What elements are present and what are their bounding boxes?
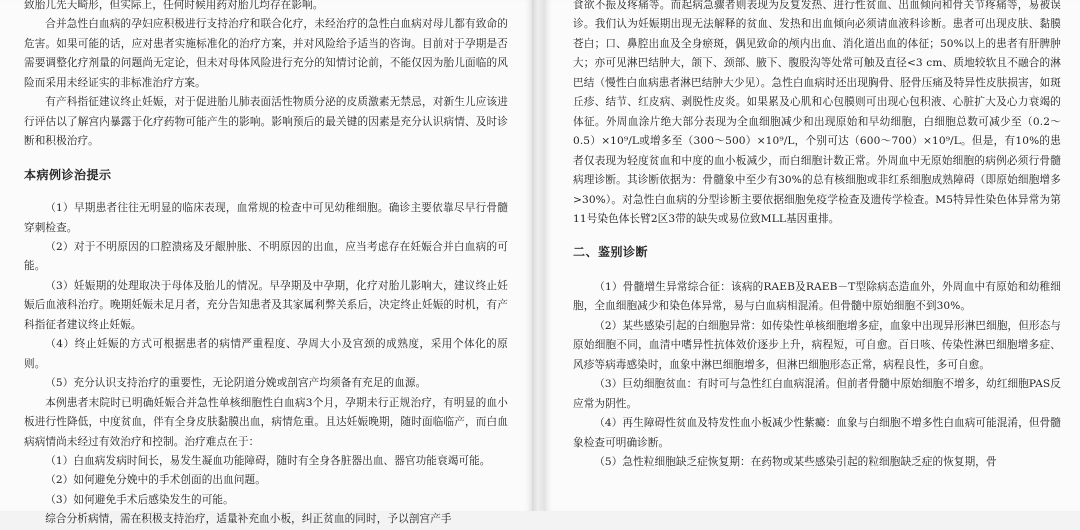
right-top-paragraphs bbox=[573, 0, 1061, 229]
body-paragraph: （2）某些感染引起的白细胞异常：如传染性单核细胞增多症，血象中出现异形淋巴细胞，但形态与原始细胞不同，血清中嗜异性抗体效价逐步上升，病程短，可自愈。百日咳、传染性淋巴细胞增多症、风疹等病毒感染时，血象中淋巴细胞增多，但淋巴细胞形态正常，病程良性，多可自愈。 bbox=[573, 319, 1061, 371]
right-bottom-paragraphs bbox=[573, 278, 1061, 473]
body-paragraph: 食欲不振及疼痛等。而起病急骤者则表现为反复发热、进行性贫血、出血倾向和骨关节疼痛等，易被误诊。我们认为妊娠期出现无法解释的贫血、发热和出血倾向必须请血液科诊断。患者可出现皮肤、黏膜苍白；口、鼻腔出血及全身瘀斑，偶见致命的颅内出血、消化道出血的体征；50%以上的患者有肝脾肿大；亦可见淋巴结肿大，颌下、颈部、腋下、腹股沟等处常可触及直径<3 cm、质地较软且不融合的淋巴结（慢性白血病患者淋巴结肿大少见）。急性白血病时还出现胸骨、胫骨压痛及特异性皮肤损害，如斑丘疹、结节、红皮病、剥脱性皮炎。如果累及心肌和心包膜则可出现心包积液、心脏扩大及心力衰竭的体征。外周血涂片绝大部分表现为全血细胞减少和出现原始和早幼细胞，白细胞总数可减少至（0.2～0.5）×10⁹/L或增多至（300～500）×10⁹/L，个别可达（600～700）×10⁹/L。但是，有10%的患者仅表现为轻度贫血和中度的血小板减少，而白细胞计数正常。外周血中无原始细胞的病例必须行骨髓病理诊断。其诊断依据为：骨髓象中至少有30%的总有核细胞或非红系细胞成熟障碍（即原始细胞增多>30%）。对急性白血病的分型诊断主要依据细胞免疫学检查及遗传学检查。M5特异性染色体异常为第11号染色体长臂2区3带的缺失或易位致MLL基因重排。 bbox=[573, 0, 1061, 225]
body-paragraph: 合并急性白血病的孕妇应积极进行支持治疗和联合化疗，未经治疗的急性白血病对母儿都有致命的危害。如果可能的话，应对患者实施标准化的治疗方案，并对风险给予适当的咨询。目前对于孕期是否需要调整化疗剂量的问题尚无定论，但未对母体风险进行充分的知情讨论前，不能仅因为胎儿面临的风险而采用未经证实的非标准治疗方案。 bbox=[24, 18, 508, 89]
right-page bbox=[545, 0, 1080, 511]
body-paragraph: （5）急性粒细胞缺乏症恢复期：在药物或某些感染引起的粒细胞缺乏症的恢复期，骨 bbox=[594, 455, 997, 468]
book-gutter bbox=[532, 0, 545, 511]
body-paragraph: 有产科指征建议终止妊娠，对于促进胎儿肺表面活性物质分泌的皮质激素无禁忌，对新生儿应该进行评估以了解宫内暴露于化疗药物可能产生的影响。影响预后的最关键的因素是充分认识病情、及时诊断和积极治疗。 bbox=[24, 96, 508, 148]
body-paragraph: 综合分析病情，需在积极支持治疗，适量补充血小板，纠正贫血的同时，予以剖宫产手 bbox=[45, 513, 452, 526]
right-section-title: 二、鉴别诊断 bbox=[573, 245, 649, 260]
left-bottom-paragraphs bbox=[24, 199, 508, 530]
body-paragraph: （3）如何避免手术后感染发生的可能。 bbox=[45, 493, 234, 506]
body-paragraph: （3）巨幼细胞贫血：有时可与急性红白血病混淆。但前者骨髓中原始细胞不增多，幼红细胞PAS反应常为阴性。 bbox=[573, 378, 1061, 410]
body-paragraph: 致胎儿先天畸形，但实际上，任何时候用药对胎儿均存在影响。 bbox=[24, 0, 324, 11]
body-paragraph: （4）再生障碍性贫血及特发性血小板减少性紫癜：血象与白细胞不增多性白血病可能混淆，但骨髓象检查可明确诊断。 bbox=[573, 417, 1061, 449]
body-paragraph: （2）对于不明原因的口腔溃疡及牙龈肿胀、不明原因的出血，应当考虑存在妊娠合并白血病的可能。 bbox=[24, 240, 508, 273]
body-paragraph: （5）充分认识支持治疗的重要性，无论阴道分娩或剖宫产均须备有充足的血源。 bbox=[45, 377, 427, 390]
left-page-content bbox=[24, 0, 508, 530]
body-paragraph: （3）妊娠期的处理取决于母体及胎儿的情况。早孕期及中孕期，化疗对胎儿影响大，建议终止妊娠后血液科治疗。晚期妊娠未足月者，充分告知患者及其家属利弊关系后，决定终止妊娠的时机，有产科指征者建议终止妊娠。 bbox=[24, 279, 508, 331]
body-paragraph: （2）如何避免分娩中的手术创面的出血问题。 bbox=[45, 474, 266, 487]
left-section-title: 本病例诊治提示 bbox=[24, 167, 112, 182]
body-paragraph: （4）终止妊娠的方式可根据患者的病情严重程度、孕周大小及宫颈的成熟度，采用个体化的原则。 bbox=[24, 338, 508, 370]
body-paragraph: （1）早期患者往往无明显的临床表现，血常规的检查中可见幼稚细胞。确诊主要依靠尽早行骨髓穿刺检查。 bbox=[24, 202, 508, 234]
body-paragraph: （1）白血病发病时间长，易发生凝血功能障碍，随时有全身各脏器出血、器官功能衰竭可能。 bbox=[45, 454, 491, 467]
left-page bbox=[0, 0, 532, 526]
body-paragraph: 本例患者末院时已明确妊娠合并急性单核细胞性白血病3个月，孕期未行正规治疗，有明显的血小板进行性降低，中度贫血，伴有全身皮肤黏膜出血，病情危重。且达妊娠晚期，随时面临临产，而白血病病情尚未经过有效治疗和控制。治疗难点在于： bbox=[24, 396, 508, 448]
body-paragraph: （1）骨髓增生异常综合征：该病的RAEB及RAEB－T型除病态造血外，外周血中有原始和幼稚细胞，全血细胞减少和染色体异常，易与白血病相混淆。但骨髓中原始细胞不到30%。 bbox=[573, 280, 1061, 313]
right-page-content bbox=[573, 0, 1061, 472]
left-top-paragraphs bbox=[24, 0, 508, 152]
